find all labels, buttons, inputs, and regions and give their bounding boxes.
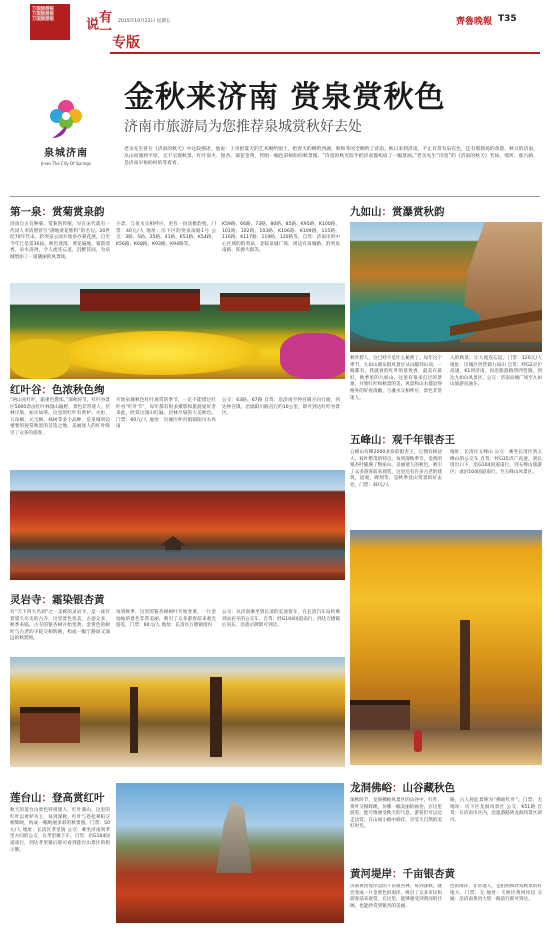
badge-line: 万国旅游报 bbox=[32, 12, 54, 17]
section-title-hongyegu bbox=[10, 382, 105, 397]
paper-name: 齊魯晚報 bbox=[456, 17, 493, 27]
article-text: 地址：长清区五峰山 公交：乘坐长清区到五峰山的公交车 自驾：经G35济广高速，到长清出口下，沿G104国道南行，到五峰山旅游区；或沿104国道南行，至五峰山风景区。 bbox=[450, 450, 542, 475]
red-leaf-valley-photo bbox=[10, 470, 345, 580]
section-title-wufengshan bbox=[350, 432, 455, 447]
article-text: 秋天的莲台山景色特别迷人，红叶满山，这里的红叶以黄栌为主，每到深秋，红叶与苍松翠柏交相辉映，构成一幅绚丽多彩的秋景图。门票：50元/人 地址：长清区孝里镇 公交：乘坐济南到孝里方向的公交，在孝里镇下车。自驾：沿G104国道南行，到达孝里镇后即可看到莲台山景区的指示牌。 bbox=[10, 808, 110, 853]
section-title-place: 灵岩寺 bbox=[10, 594, 42, 606]
section-title-separator: ： bbox=[392, 782, 403, 794]
section-title-theme: 登高赏红叶 bbox=[52, 792, 105, 804]
special-label: 专版 bbox=[112, 35, 140, 51]
article-text: 路，古人将此景称为“佛峪红叶”。门票：无 地址：历下区龙洞风景区 公交：K51路 自驾：在济南市区内，沿旅游路到龙洞风景区即可。 bbox=[450, 798, 542, 823]
article-text: 深秋时节，龙洞佛峪风景区的山谷中，红叶、黄叶交相辉映，仿佛一幅美丽的画卷，在这里游览，能尽情感受秋天的气息，游客们可以边走边赏，在山间小路中徜徉，享受大自然的美好时光。 bbox=[350, 798, 442, 830]
article-text: 济南自古有种菊、赏菊的传统，早在宋代就有一代词人李清照曾写“满地黄花堆积”的名句。20世纪70年代末，趵突泉公园开始举办菊花展，自至今年已是第36届。秋色迷漫，黄花遍地，菊韵清香，泉水清冽，令人流连忘返，沉醉其间，为泉城增添了一道靓丽的风景线。 bbox=[10, 222, 110, 260]
city-logo-name: 泉城济南 bbox=[44, 148, 88, 159]
chrysanthemum-garden-photo bbox=[10, 283, 345, 379]
article-text: 开始泉城秋色红叶观赏的季节，一定不能错过红叶谷“红叶节”，每年都有很多摄影和旅游爱好者来此，欣赏这漫山红遍、层林尽染的大美秋色。门票：60元/人 地址：历城区仲宫镇锦阳川水库南 bbox=[116, 398, 216, 430]
lake-reflection bbox=[10, 550, 345, 572]
article-text: 济南黄河堤岸边的千亩银杏林，每到深秋，就会变成一片金黄色的海洋，吸引了众多市民和游客前来观赏，在这里，能够感受到黄河的壮阔，也能欣赏到银杏的美丽。 bbox=[350, 884, 442, 909]
section-title-theme: 色浓秋色绚 bbox=[52, 384, 105, 396]
article-text: 小景，与泉水交相呼应，更有一份清雅韵致。门票：40元/人 地址：历下区趵突泉南路1号 公交：3路、5路、25路、41路、K51路、K54路、K56路、K68路、K93路、K94路等。 bbox=[116, 222, 216, 247]
masthead-badge bbox=[30, 4, 70, 40]
hero-subtitle: 济南市旅游局为您推荐泉城赏秋好去处 bbox=[124, 119, 362, 135]
tree-trunk bbox=[130, 687, 138, 753]
waterfall-autumn-photo bbox=[350, 222, 542, 352]
section-title-separator: ： bbox=[41, 384, 52, 396]
section-title-theme: 霜染银杏黄 bbox=[52, 594, 105, 606]
masthead-rule bbox=[110, 52, 540, 54]
section-title-place: 九如山 bbox=[350, 206, 382, 218]
article-text: 公交：从济南乘坐到长清的长途客车，在长清汽车站转乘到灵岩寺的公交车。自驾：经G104国道南行，到达万德镇后向东，沿指示牌即可到达。 bbox=[222, 610, 340, 629]
rock-peak bbox=[216, 801, 256, 873]
section-title-place: 莲台山 bbox=[10, 792, 42, 804]
article-text: 色的海洋，非常迷人，是拍照和欣赏秋景的好地方。门票：无 地址：天桥区黄河岸边 交通：沿济南黄河大堤一路前行即可到达。 bbox=[450, 884, 542, 903]
article-text: 有“天下四大名刹”之一美称的灵岩寺，是一座有着悠久历史的古寺，这里景色优美，古迹众多，秋季来临，古寺的银杏树开始变黄，金黄色的树叶与古老的寺院交相辉映，构成一幅宁静而又深远的秋景图。 bbox=[10, 610, 110, 642]
pavilion-shape bbox=[220, 293, 310, 311]
article-text: K59路、66路、73路、80路、85路、K95路、K100路、101路、102路、103路、K106路、K109路、115路、116路、K117路、119路、120路等。自驾：济南市的中心区域的趵突泉，北临泉城广场，周边有泉城路、趵突泉南路、泺源大街等。 bbox=[222, 222, 340, 254]
flower-icon bbox=[46, 96, 86, 140]
city-logo-english: Jinan The City Of Springs bbox=[41, 161, 91, 166]
section-title-lingyansi bbox=[10, 592, 105, 607]
flower-bed bbox=[280, 333, 345, 379]
section-title-separator: ： bbox=[41, 594, 52, 606]
hero-title: 金秋来济南 赏泉赏秋色 bbox=[124, 80, 446, 115]
liantai-mountain-photo bbox=[116, 783, 344, 923]
section-title-separator: ： bbox=[381, 434, 392, 446]
badge-line: 万国旅游报 bbox=[32, 7, 54, 12]
temple-roof bbox=[350, 700, 410, 730]
section-title-place: 五峰山 bbox=[350, 434, 382, 446]
flower-bed bbox=[60, 331, 260, 375]
article-text: 公交：63路、67路 自驾：沿济南至仲宫镇方向行驶，到达仲宫镇，沿锦阳川路直行约10公里，即可到达红叶谷景区。 bbox=[222, 398, 340, 417]
section-title-liantaishan bbox=[10, 790, 105, 805]
section-title-theme: 山谷藏秋色 bbox=[402, 782, 455, 794]
city-logo bbox=[20, 96, 112, 178]
tree-trunk bbox=[460, 620, 470, 730]
hero-rule bbox=[10, 196, 540, 197]
article-text: 秋叶碧人，这已经不是什么秘密了。每年这个季节，九如山瀑布群风景区从山脚到山顶，一路都有，我就看的红叶的景致香，最美在最好，秋季里的九如山，这里有很多打过的景象，开始红叶和秋景的美，风景和山水都显得格外的好看清幽，与溪水交相呼应，景色非常迷人。 bbox=[350, 356, 442, 401]
section-title-theme: 赏瀑赏秋韵 bbox=[392, 206, 445, 218]
section-logo: 有一说 bbox=[83, 10, 111, 36]
ginkgo-king-photo bbox=[350, 530, 542, 765]
article-text: 入的秋景，让人流连忘返。门票：120元/人 地址：历城区西营镇九如山 自驾：经G2京沪高速，K1到济南，再沿旅游路到西营镇，到达九如山风景区。公交：济南泉城广场至九如山旅游直通车。 bbox=[450, 356, 542, 388]
section-title-place: 龙洞佛峪 bbox=[350, 782, 392, 794]
section-title-huanghedian bbox=[350, 866, 455, 881]
article-text: “两山夹红叶，霜重色愈浓。”深秋时节，红叶谷景区5000余亩红叶林漫山遍野，景色非常迷人，层林尽染，如火如荼。这里的红叶有黄栌、火炬、五角枫、元宝枫、柿树等多个品种，是泉城周边重要的观赏秋景的首选之地，美丽迷人的红叶吸引了众多的游客。 bbox=[10, 398, 110, 436]
section-title-theme: 观千年银杏王 bbox=[392, 434, 455, 446]
tree-trunk bbox=[210, 677, 222, 757]
article-text: 每到秋季，这里的银杏树树叶开始变黄，一片金灿灿的景色非常美丽，吸引了众多游客前来观光游览，门票：60元/人 地址：长清区万德镇境内 bbox=[116, 610, 216, 629]
hero-intro: 老舍先生曾在《济南的秋天》中这段描述，他说：上帝把夏天的艺术赐给瑞士，把春天的赐给西湖，秋和冬的全赐给了济南。秋日来到济南，不止有赏有泉有色，还有那悠扬的余韵。秋日的济南，从山而城到平原，无不呈现秋景，红叶似火、银杏、菊花金黄，传唱一幅色彩缤纷的秋景图。“诗意的秋光似乎把济南都构成了一幅景画。”老舍先生“诗意”的《济南的秋天》若如，那所，那古路，是济南早协助时的等着看。 bbox=[124, 147, 538, 166]
section-title-place: 第一泉 bbox=[10, 206, 42, 218]
section-title-diyiquan bbox=[10, 204, 105, 219]
flower-bed bbox=[10, 339, 70, 379]
section-title-separator: ： bbox=[381, 206, 392, 218]
badge-line: 万国旅游报 bbox=[32, 17, 54, 22]
section-title-place: 黄河堤岸 bbox=[350, 868, 392, 880]
section-title-theme: 赏菊赏泉韵 bbox=[52, 206, 105, 218]
issue-date: 2015年10月23日 星期五 bbox=[118, 19, 171, 24]
pavilion-shape bbox=[80, 289, 200, 311]
article-text: 五峰山有棵2000多岁的银杏王，它拥有树冠大、枝叶繁茂的特点，每到深秋季节，金黄的银杏叶铺满了整座山，美丽迷人的秋色，吸引了众多游客前来观赏，这里还有许多古老的建筑，道观，碑刻等，是秋季登山赏景的好去处，门票：40元/人 bbox=[350, 450, 442, 488]
lingyan-temple-ginkgo-photo bbox=[10, 657, 345, 767]
section-title-separator: ： bbox=[392, 868, 403, 880]
section-title-longdongfoyu bbox=[350, 780, 455, 795]
temple-hall bbox=[20, 707, 80, 743]
section-title-separator: ： bbox=[41, 792, 52, 804]
page-number: T35 bbox=[498, 14, 517, 24]
water-shape bbox=[350, 302, 480, 342]
visitor-figure bbox=[414, 730, 422, 752]
section-title-jiurushan bbox=[350, 204, 445, 219]
section-title-place: 红叶谷 bbox=[10, 384, 42, 396]
section-title-theme: 千亩银杏黄 bbox=[402, 868, 455, 880]
section-title-separator: ： bbox=[41, 206, 52, 218]
